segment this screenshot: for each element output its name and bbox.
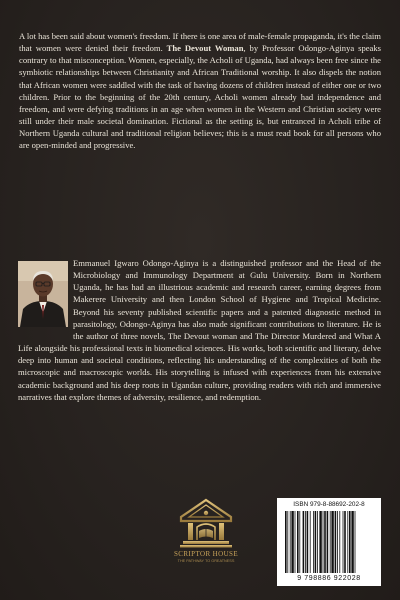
publisher-house-icon [171, 497, 241, 549]
publisher-name: SCRIPTOR HOUSE [173, 550, 238, 558]
book-title: The Devout Woman [166, 43, 244, 54]
isbn-number: ISBN 979-8-88692-202-8 [293, 501, 365, 508]
isbn-barcode [277, 498, 381, 586]
author-portrait-image [18, 261, 68, 327]
blurb-text-2: , by Professor Odongo-Aginya speaks contrary to that misconception. Women, especially, the Acholi of Uganda, had always been free since the symbiotic relationships between Christianity and African Traditional worship. It also dispels the notion that African women were saddled with the task of having dozens of children instead of either one or two children. Prior to the beginning of the 20th century, Acholi women already had independence and freedom, and were defying traditions in an age when women in the Western and Christian society were still under their male societal domination. Fictional as the setting is, but entranced in Acholi tribe of Northern Uganda cultural and traditional religion believes; this is a must read book for all persons who are open-minded and progressive. [19, 43, 382, 151]
barcode-digits: 9 798886 922028 [297, 575, 361, 582]
publisher-logo [171, 497, 241, 579]
author-bio [18, 257, 381, 403]
author-photo [18, 261, 68, 327]
author-bio-text: Emmanuel Igwaro Odongo-Aginya is a distinguished professor and the Head of the Microbiology and Immunology Department at Gulu University. Born in Northern Uganda, he has had an illustrious academic and research career, earning degrees from Makerere University and then London School of Hygiene and Tropical Medicine. Beyond his seventy published scientific papers and a patented diagnostic method in parasitology, Odongo-Aginya has also made significant contributions to literature. He is the author of three novels, The Devout woman and The Director Murdered and What A Life alongside his professional texts in biomedical sciences. His works, both scientific and literary, delve deep into human and societal conditions, reflecting his understanding of the complexities of both the microscopic and macroscopic worlds. His storytelling is infused with experiences from his extensive academic background and his deep roots in Ugandan culture, providing readers with rich and immersive narratives that explore themes of adversity, resilience, and redemption. [18, 258, 381, 402]
blurb-text-1: A lot has been said about women's freedom. If there is one area of male-female propaganda, it's the claim that women were denied their freedom. [19, 31, 381, 54]
book-blurb [19, 30, 381, 152]
barcode-bars-icon [277, 498, 381, 586]
publisher-tagline: THE PATHWAY TO GREATNESS [177, 559, 235, 563]
